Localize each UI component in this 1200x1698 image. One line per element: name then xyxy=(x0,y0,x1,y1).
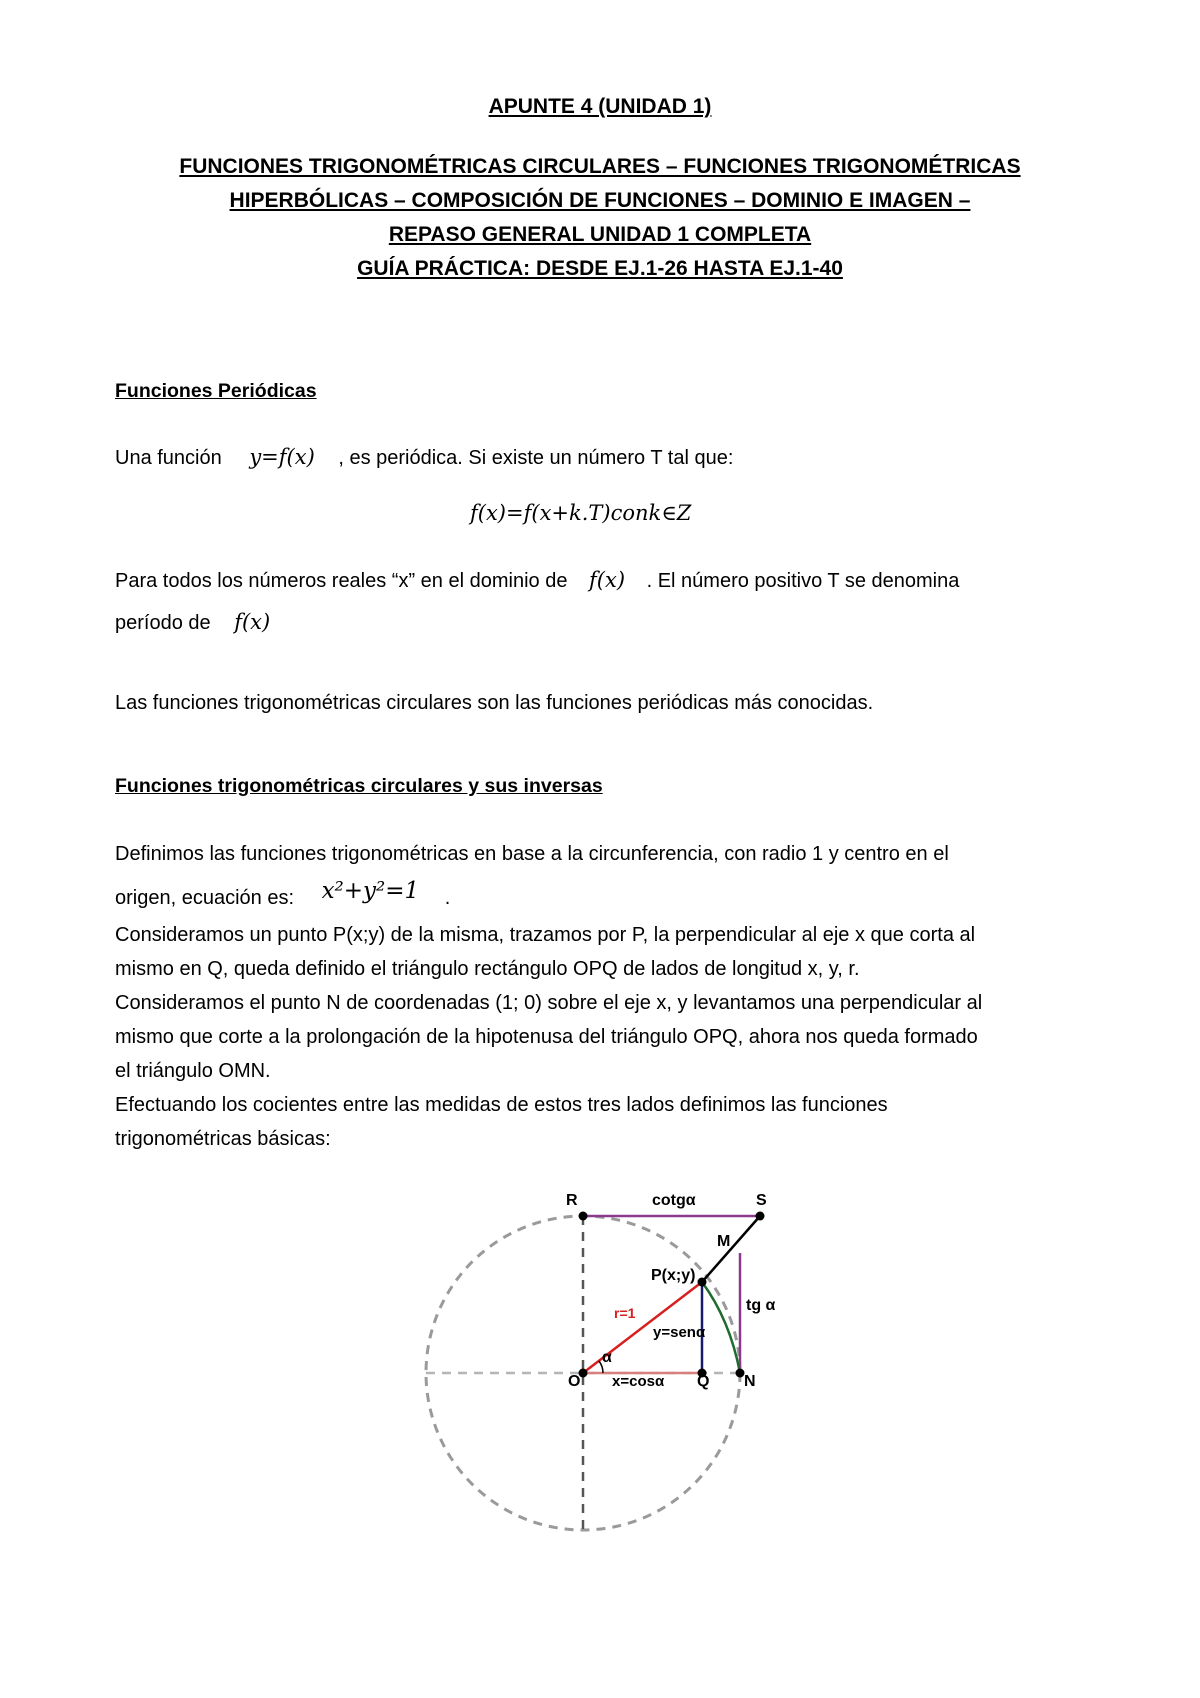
section-heading-periodic: Funciones Periódicas xyxy=(115,380,317,402)
label-r: r=1 xyxy=(614,1305,636,1321)
period-label: período de xyxy=(115,612,211,634)
document-subtitle-line-2: HIPERBÓLICAS – COMPOSICIÓN DE FUNCIONES – DOMINIO E IMAGEN – xyxy=(229,189,971,212)
definition-suffix: , es periódica. Si existe un número T tal que: xyxy=(338,447,734,469)
circle-equation-prefix: origen, ecuación es: xyxy=(115,887,295,909)
hypotenuse-extension xyxy=(702,1216,760,1282)
point-P xyxy=(698,1278,707,1287)
trig-body-line: el triángulo OMN. xyxy=(115,1060,271,1082)
domain-paragraph-prefix: Para todos los números reales “x” en el dominio de xyxy=(115,570,568,592)
label-tg: tg α xyxy=(746,1297,776,1314)
trig-body-line: mismo que corte a la prolongación de la hipotenusa del triángulo OPQ, ahora nos queda formado xyxy=(115,1026,978,1048)
definition-prefix: Una función xyxy=(115,447,222,469)
document-title: APUNTE 4 (UNIDAD 1) xyxy=(488,95,712,118)
trig-body-line: Consideramos el punto N de coordenadas (1; 0) sobre el eje x, y levantamos una perpendicular al xyxy=(115,992,983,1014)
circle-equation-suffix: . xyxy=(444,887,451,909)
trig-body-line: mismo en Q, queda definido el triángulo rectángulo OPQ de lados de longitud x, y, r. xyxy=(115,958,860,980)
domain-formula: f(x) xyxy=(589,568,626,592)
periodicity-formula: f(x)=f(x+k.T)conk∈Z xyxy=(470,501,692,525)
period-formula: f(x) xyxy=(234,610,271,634)
periodic-closing-text: Las funciones trigonométricas circulares son las funciones periódicas más conocidas. xyxy=(115,692,874,714)
label-O: O xyxy=(568,1373,581,1390)
point-R xyxy=(579,1212,588,1221)
definition-formula: y=f(x) xyxy=(249,445,315,469)
circle-equation: x²+y²=1 xyxy=(321,878,420,904)
point-S xyxy=(756,1212,765,1221)
label-N: N xyxy=(744,1373,756,1390)
trig-paragraph-line-1: Definimos las funciones trigonométricas en base a la circunferencia, con radio 1 y centro en el xyxy=(115,843,949,865)
document-subtitle-line-3: REPASO GENERAL UNIDAD 1 COMPLETA xyxy=(388,223,812,246)
label-Q: Q xyxy=(697,1373,710,1390)
angle-arc xyxy=(702,1282,740,1373)
label-P: P(x;y) xyxy=(651,1267,696,1284)
label-cotg: cotgα xyxy=(652,1192,696,1209)
label-alpha: α xyxy=(602,1349,612,1366)
trig-body-line: Efectuando los cocientes entre las medidas de estos tres lados definimos las funciones xyxy=(115,1094,888,1116)
domain-paragraph-suffix: . El número positivo T se denomina xyxy=(646,570,960,592)
label-S: S xyxy=(756,1192,767,1209)
document-subtitle-line-4: GUÍA PRÁCTICA: DESDE EJ.1-26 HASTA EJ.1-40 xyxy=(357,257,843,280)
trig-body-line: Consideramos un punto P(x;y) de la misma, trazamos por P, la perpendicular al eje x que corta al xyxy=(115,924,976,946)
trig-body-line: trigonométricas básicas: xyxy=(115,1128,331,1150)
section-heading-trig: Funciones trigonométricas circulares y sus inversas xyxy=(115,775,603,797)
label-y: y=senα xyxy=(653,1324,706,1341)
label-M: M xyxy=(717,1233,731,1250)
label-R: R xyxy=(566,1192,578,1209)
label-x: x=cosα xyxy=(612,1373,665,1390)
document-subtitle-line-1: FUNCIONES TRIGONOMÉTRICAS CIRCULARES – FUNCIONES TRIGONOMÉTRICAS xyxy=(179,155,1021,178)
